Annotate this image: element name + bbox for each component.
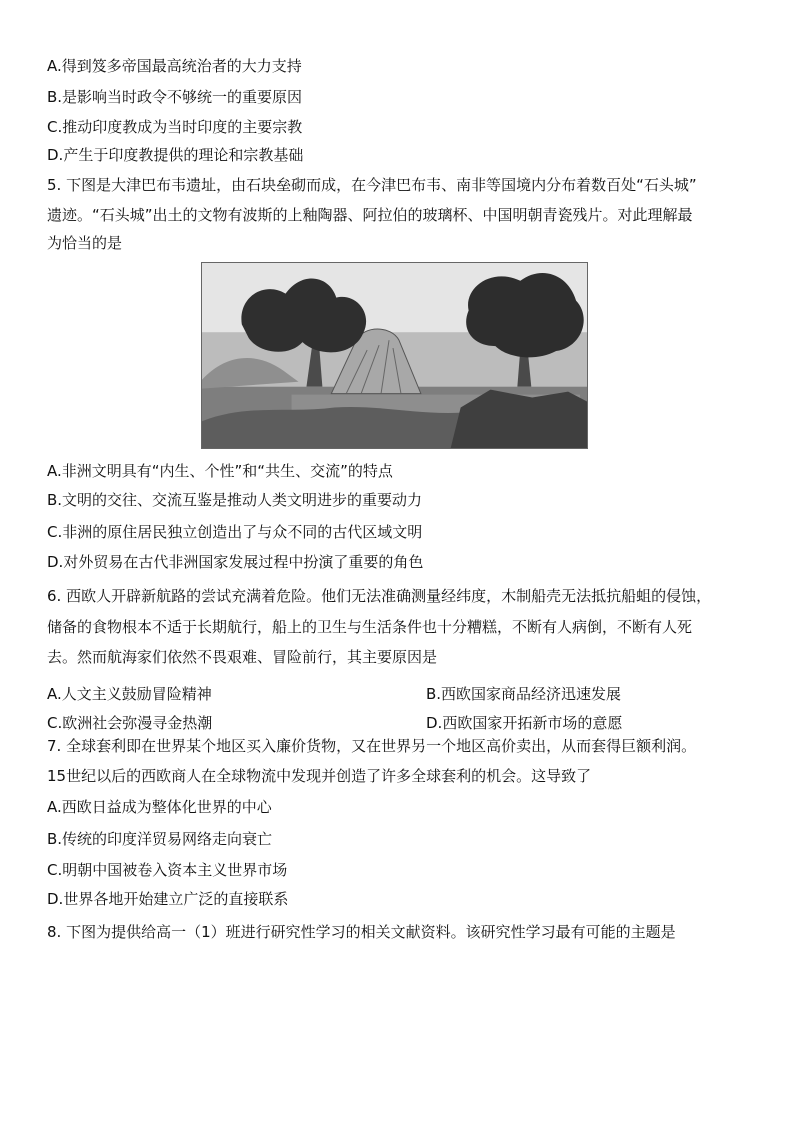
q5-option-b: B.文明的交往、交流互鉴是推动人类文明进步的重要动力 [47,491,423,509]
q7-stem-line-1: 7. 全球套利即在世界某个地区买入廉价货物，又在世界另一个地区高价卖出，从而套得巨额利润。 [47,737,697,755]
q5-option-a: A.非洲文明具有“内生、个性”和“共生、交流”的特点 [47,462,393,480]
q8-stem-line-1: 8. 下图为提供给高一（1）班进行研究性学习的相关文献资料。该研究性学习最有可能的主题是 [47,923,676,941]
q5-stem-line-3: 为恰当的是 [47,234,123,252]
q6-option-c: C.欧洲社会弥漫寻金热潮 [47,714,213,732]
q5-option-d: D.对外贸易在古代非洲国家发展过程中扮演了重要的角色 [47,553,424,571]
q6-option-d: D.西欧国家开拓新市场的意愿 [426,714,623,732]
q5-stem-line-1: 5. 下图是大津巴布韦遗址，由石块垒砌而成，在今津巴布韦、南非等国境内分布着数百处“石头城” [47,176,697,194]
q7-option-d: D.世界各地开始建立广泛的直接联系 [47,890,289,908]
q4-option-c: C.推动印度教成为当时印度的主要宗教 [47,118,303,136]
great-zimbabwe-ruins-photo [201,262,588,449]
q6-option-a: A.人文主义鼓励冒险精神 [47,685,212,703]
q6-option-b: B.西欧国家商品经济迅速发展 [426,685,622,703]
q6-stem-line-2: 储备的食物根本不适于长期航行，船上的卫生与生活条件也十分糟糕，不断有人病倒，不断有人死 [47,618,693,636]
q4-option-b: B.是影响当时政令不够统一的重要原因 [47,88,303,106]
q4-option-d: D.产生于印度教提供的理论和宗教基础 [47,146,304,164]
q6-stem-line-1: 6. 西欧人开辟新航路的尝试充满着危险。他们无法准确测量经纬度，木制船壳无法抵抗船蛆的侵蚀， [47,587,712,605]
q6-stem-line-3: 去。然而航海家们依然不畏艰难、冒险前行，其主要原因是 [47,648,438,666]
q7-option-a: A.西欧日益成为整体化世界的中心 [47,798,272,816]
q7-stem-line-2: 15世纪以后的西欧商人在全球物流中发现并创造了许多全球套利的机会。这导致了 [47,767,592,785]
q4-option-a: A.得到笈多帝国最高统治者的大力支持 [47,57,302,75]
q7-option-c: C.明朝中国被卷入资本主义世界市场 [47,861,288,879]
q5-stem-line-2: 遗迹。“石头城”出土的文物有波斯的上釉陶器、阿拉伯的玻璃杯、中国明朝青瓷残片。对此理解最 [47,206,693,224]
q5-option-c: C.非洲的原住居民独立创造出了与众不同的古代区域文明 [47,523,423,541]
q7-option-b: B.传统的印度洋贸易网络走向衰亡 [47,830,273,848]
